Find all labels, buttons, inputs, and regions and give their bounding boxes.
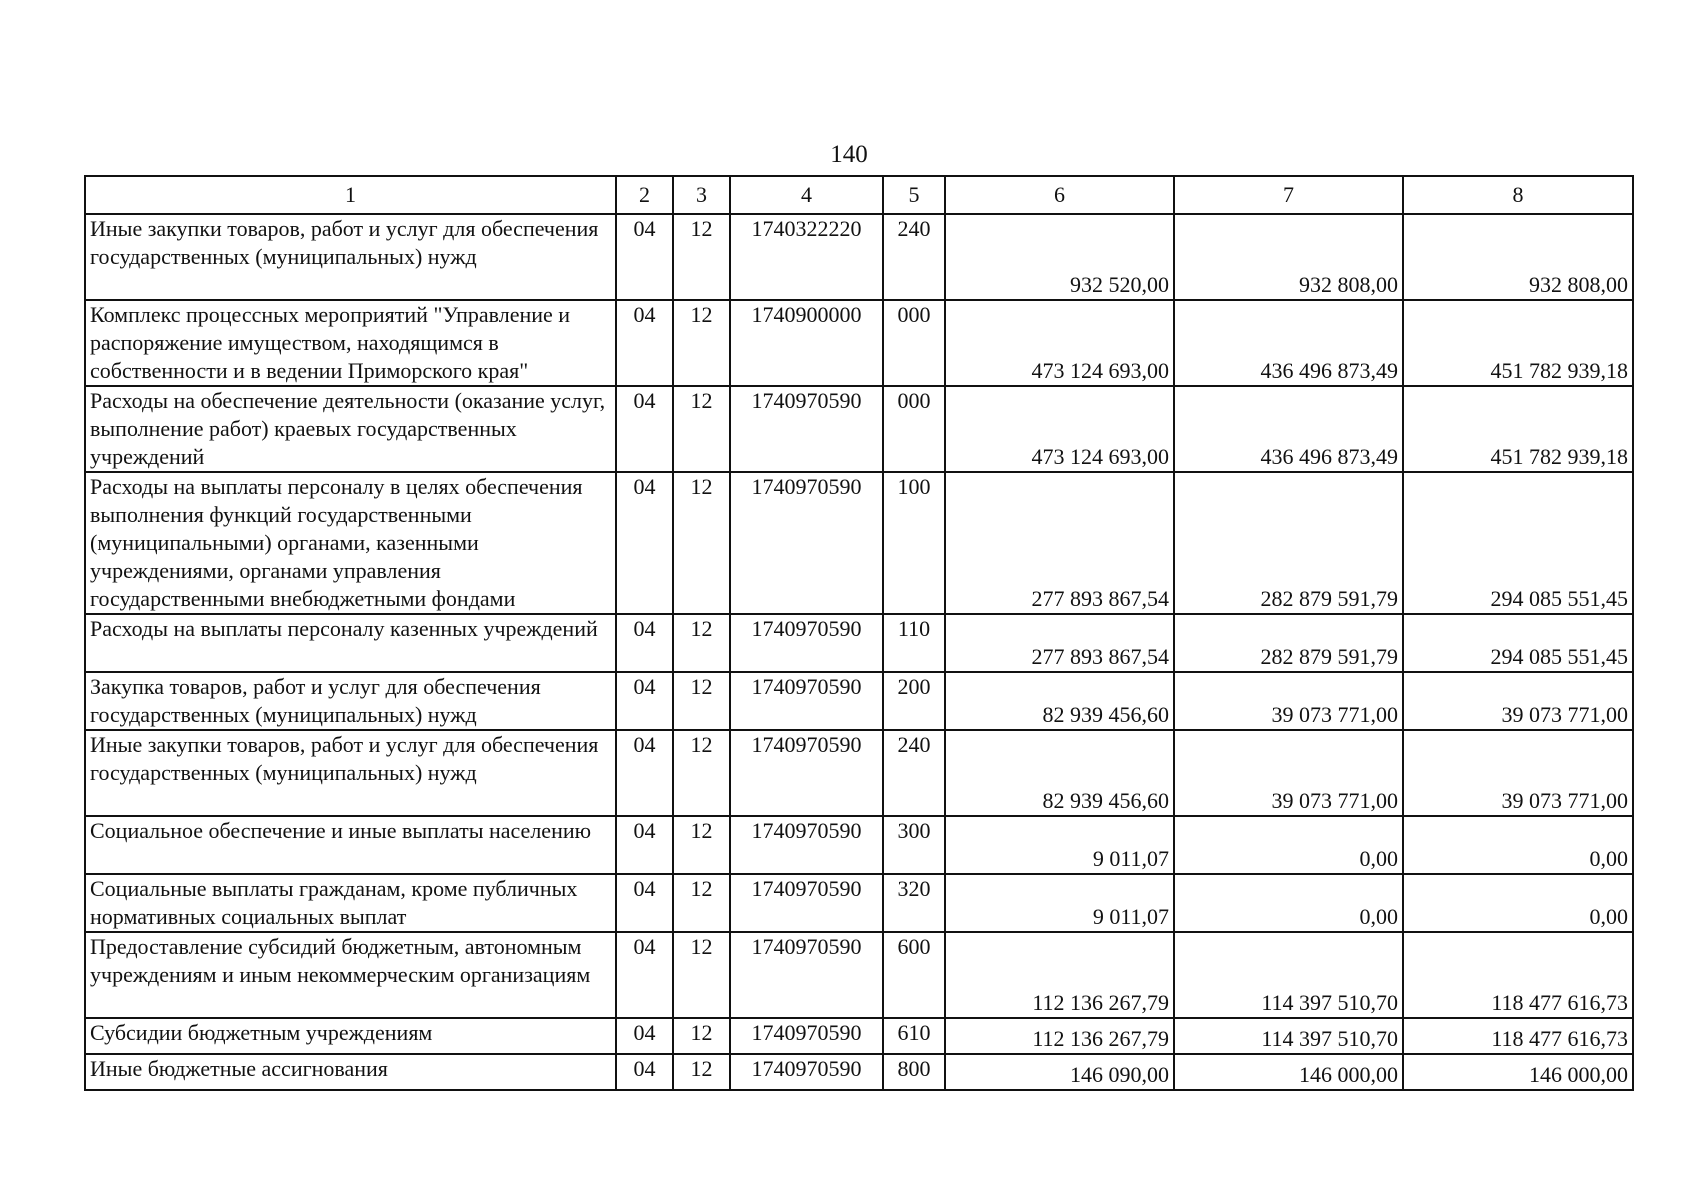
row-subsection-cell: 12	[673, 386, 730, 472]
row-section-cell: 04	[616, 614, 673, 672]
row-subsection-cell: 12	[673, 672, 730, 730]
table-row	[85, 214, 1633, 300]
row-amount-col7-cell: 282 879 591,79	[1174, 472, 1403, 614]
row-name-cell: Социальные выплаты гражданам, кроме публичных нормативных социальных выплат	[85, 874, 616, 932]
row-amount-col6-cell: 932 520,00	[945, 214, 1174, 300]
table-row	[85, 672, 1633, 730]
row-expense-type-cell: 240	[883, 730, 945, 816]
table-row	[85, 874, 1633, 932]
row-target-code-cell: 1740970590	[730, 672, 883, 730]
row-amount-col7-cell: 39 073 771,00	[1174, 672, 1403, 730]
row-expense-type-cell: 000	[883, 386, 945, 472]
row-name-cell: Социальное обеспечение и иные выплаты населению	[85, 816, 616, 874]
row-amount-col8-cell: 932 808,00	[1403, 214, 1633, 300]
row-subsection-cell: 12	[673, 214, 730, 300]
column-header-5: 5	[883, 176, 945, 214]
row-target-code-cell: 1740970590	[730, 932, 883, 1018]
table-row	[85, 932, 1633, 1018]
row-target-code-cell: 1740900000	[730, 300, 883, 386]
row-amount-col7-cell: 0,00	[1174, 874, 1403, 932]
row-expense-type-cell: 320	[883, 874, 945, 932]
row-expense-type-cell: 800	[883, 1054, 945, 1090]
row-subsection-cell: 12	[673, 1018, 730, 1054]
row-amount-col8-cell: 0,00	[1403, 874, 1633, 932]
column-header-1: 1	[85, 176, 616, 214]
row-amount-col7-cell: 932 808,00	[1174, 214, 1403, 300]
row-name-cell: Расходы на выплаты персоналу казенных учреждений	[85, 614, 616, 672]
row-amount-col8-cell: 118 477 616,73	[1403, 932, 1633, 1018]
row-target-code-cell: 1740970590	[730, 386, 883, 472]
row-expense-type-cell: 600	[883, 932, 945, 1018]
column-header-8: 8	[1403, 176, 1633, 214]
row-amount-col6-cell: 473 124 693,00	[945, 300, 1174, 386]
row-section-cell: 04	[616, 672, 673, 730]
row-name-cell: Иные закупки товаров, работ и услуг для обеспечения государственных (муниципальных) нужд	[85, 214, 616, 300]
row-subsection-cell: 12	[673, 300, 730, 386]
row-amount-col8-cell: 146 000,00	[1403, 1054, 1633, 1090]
row-name-cell: Расходы на обеспечение деятельности (оказание услуг, выполнение работ) краевых государственных учреждений	[85, 386, 616, 472]
row-amount-col6-cell: 277 893 867,54	[945, 472, 1174, 614]
row-amount-col6-cell: 473 124 693,00	[945, 386, 1174, 472]
row-section-cell: 04	[616, 730, 673, 816]
row-name-cell: Субсидии бюджетным учреждениям	[85, 1018, 616, 1054]
row-name-cell: Иные закупки товаров, работ и услуг для обеспечения государственных (муниципальных) нужд	[85, 730, 616, 816]
row-section-cell: 04	[616, 816, 673, 874]
row-target-code-cell: 1740970590	[730, 472, 883, 614]
row-amount-col8-cell: 294 085 551,45	[1403, 614, 1633, 672]
column-header-2: 2	[616, 176, 673, 214]
table-row	[85, 730, 1633, 816]
row-subsection-cell: 12	[673, 816, 730, 874]
row-section-cell: 04	[616, 1054, 673, 1090]
row-amount-col8-cell: 39 073 771,00	[1403, 672, 1633, 730]
row-section-cell: 04	[616, 1018, 673, 1054]
row-amount-col6-cell: 112 136 267,79	[945, 1018, 1174, 1054]
row-subsection-cell: 12	[673, 730, 730, 816]
row-subsection-cell: 12	[673, 932, 730, 1018]
table-body	[85, 176, 1633, 1090]
row-amount-col8-cell: 0,00	[1403, 816, 1633, 874]
table-row	[85, 614, 1633, 672]
row-expense-type-cell: 110	[883, 614, 945, 672]
row-expense-type-cell: 240	[883, 214, 945, 300]
row-section-cell: 04	[616, 386, 673, 472]
row-amount-col6-cell: 277 893 867,54	[945, 614, 1174, 672]
page-number: 140	[830, 141, 868, 168]
row-amount-col7-cell: 146 000,00	[1174, 1054, 1403, 1090]
row-amount-col7-cell: 0,00	[1174, 816, 1403, 874]
row-target-code-cell: 1740970590	[730, 614, 883, 672]
row-amount-col7-cell: 114 397 510,70	[1174, 932, 1403, 1018]
column-header-6: 6	[945, 176, 1174, 214]
row-amount-col7-cell: 436 496 873,49	[1174, 300, 1403, 386]
table-row	[85, 1054, 1633, 1090]
row-section-cell: 04	[616, 472, 673, 614]
table-row	[85, 1018, 1633, 1054]
row-amount-col7-cell: 436 496 873,49	[1174, 386, 1403, 472]
row-section-cell: 04	[616, 874, 673, 932]
row-amount-col6-cell: 9 011,07	[945, 816, 1174, 874]
budget-table	[84, 175, 1634, 1091]
row-amount-col8-cell: 294 085 551,45	[1403, 472, 1633, 614]
row-name-cell: Предоставление субсидий бюджетным, автономным учреждениям и иным некоммерческим организациям	[85, 932, 616, 1018]
table-row	[85, 386, 1633, 472]
row-amount-col8-cell: 39 073 771,00	[1403, 730, 1633, 816]
row-expense-type-cell: 100	[883, 472, 945, 614]
column-header-4: 4	[730, 176, 883, 214]
row-amount-col7-cell: 39 073 771,00	[1174, 730, 1403, 816]
row-expense-type-cell: 610	[883, 1018, 945, 1054]
table-row	[85, 300, 1633, 386]
row-expense-type-cell: 300	[883, 816, 945, 874]
row-subsection-cell: 12	[673, 1054, 730, 1090]
row-name-cell: Расходы на выплаты персоналу в целях обеспечения выполнения функций государственными (муниципальными) органами, казенными учреждениями, органами управления государственными внебюджетными фондами	[85, 472, 616, 614]
row-amount-col8-cell: 118 477 616,73	[1403, 1018, 1633, 1054]
row-amount-col6-cell: 82 939 456,60	[945, 730, 1174, 816]
row-amount-col6-cell: 146 090,00	[945, 1054, 1174, 1090]
row-subsection-cell: 12	[673, 614, 730, 672]
row-amount-col8-cell: 451 782 939,18	[1403, 300, 1633, 386]
row-target-code-cell: 1740970590	[730, 816, 883, 874]
row-amount-col6-cell: 9 011,07	[945, 874, 1174, 932]
row-section-cell: 04	[616, 932, 673, 1018]
row-target-code-cell: 1740970590	[730, 1018, 883, 1054]
row-target-code-cell: 1740970590	[730, 1054, 883, 1090]
table-row	[85, 472, 1633, 614]
row-amount-col7-cell: 282 879 591,79	[1174, 614, 1403, 672]
row-name-cell: Комплекс процессных мероприятий "Управление и распоряжение имуществом, находящимся в собственности и в ведении Приморского края"	[85, 300, 616, 386]
row-subsection-cell: 12	[673, 874, 730, 932]
column-header-3: 3	[673, 176, 730, 214]
row-target-code-cell: 1740970590	[730, 874, 883, 932]
table-row	[85, 816, 1633, 874]
row-expense-type-cell: 200	[883, 672, 945, 730]
table-header-row	[85, 176, 1633, 214]
row-target-code-cell: 1740970590	[730, 730, 883, 816]
row-name-cell: Закупка товаров, работ и услуг для обеспечения государственных (муниципальных) нужд	[85, 672, 616, 730]
row-section-cell: 04	[616, 300, 673, 386]
row-amount-col7-cell: 114 397 510,70	[1174, 1018, 1403, 1054]
row-target-code-cell: 1740322220	[730, 214, 883, 300]
row-subsection-cell: 12	[673, 472, 730, 614]
row-amount-col8-cell: 451 782 939,18	[1403, 386, 1633, 472]
row-amount-col6-cell: 82 939 456,60	[945, 672, 1174, 730]
row-name-cell: Иные бюджетные ассигнования	[85, 1054, 616, 1090]
row-expense-type-cell: 000	[883, 300, 945, 386]
row-amount-col6-cell: 112 136 267,79	[945, 932, 1174, 1018]
column-header-7: 7	[1174, 176, 1403, 214]
row-section-cell: 04	[616, 214, 673, 300]
